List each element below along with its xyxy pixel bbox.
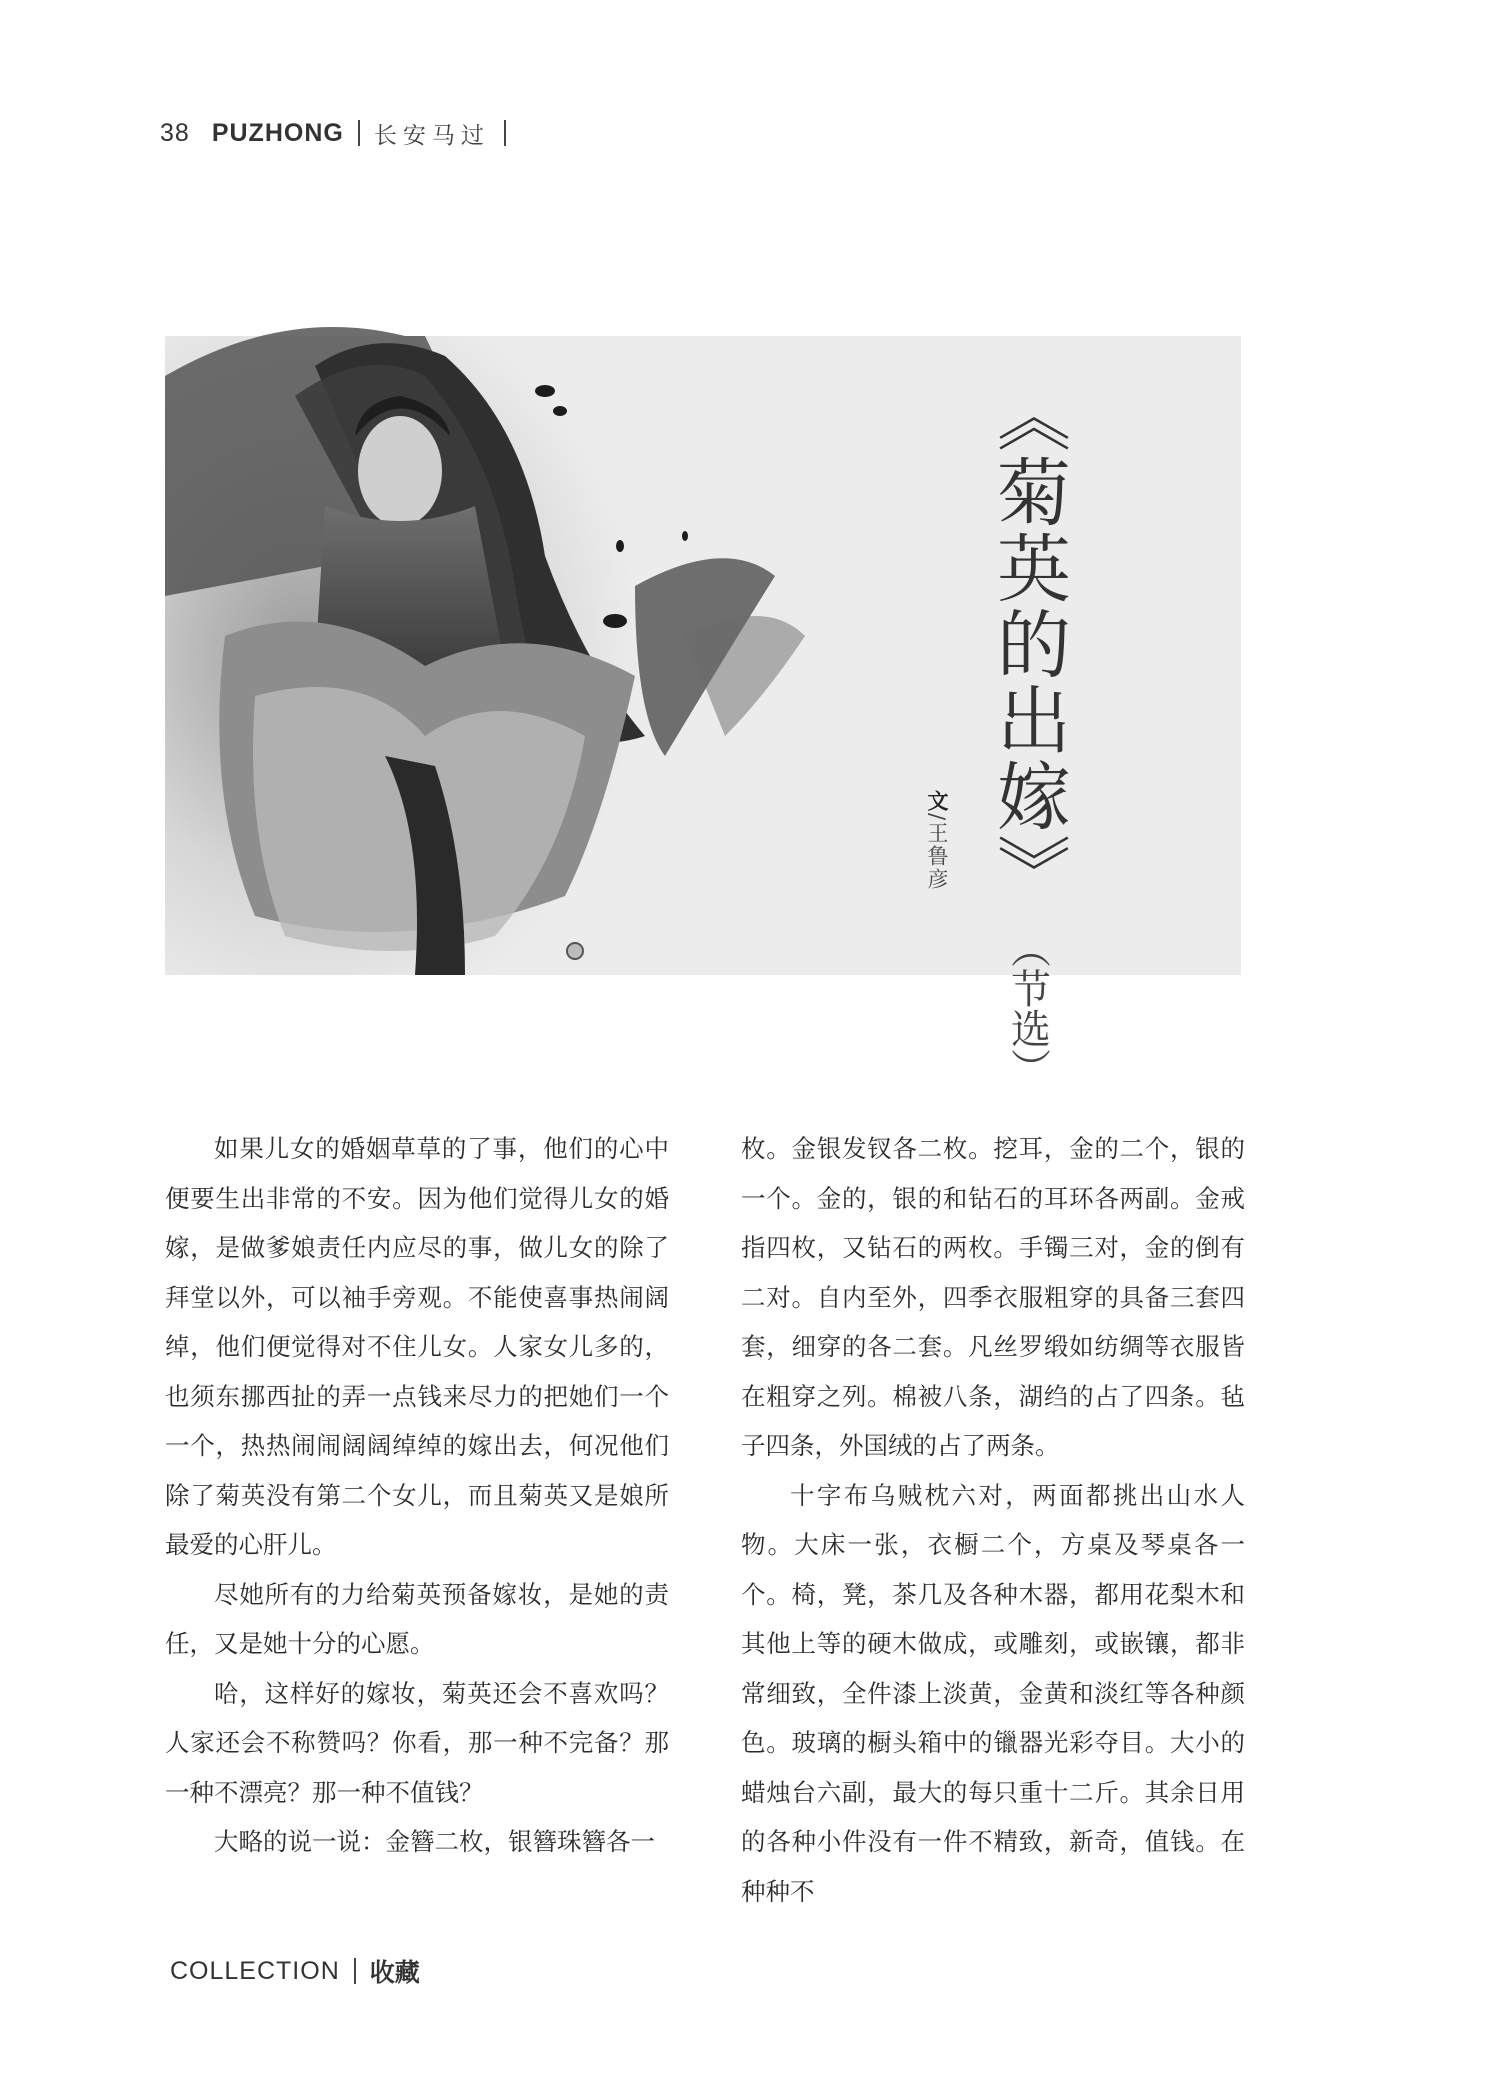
article-body	[165, 1124, 1245, 1916]
left-column	[165, 1124, 669, 1916]
paragraph: 哈，这样好的嫁妆，菊英还会不喜欢吗？人家还会不称赞吗？你看，那一种不完备？那一种不漂亮？那一种不值钱？	[165, 1678, 669, 1807]
footer-divider	[354, 1958, 356, 1984]
page-header	[160, 116, 506, 150]
section-name: 长安马过	[373, 122, 490, 149]
footer-label-zh: 收藏	[369, 1958, 420, 1987]
paragraph: 大略的说一说：金簪二枚，银簪珠簪各一	[214, 1827, 655, 1856]
right-column	[741, 1124, 1245, 1916]
paragraph: 枚。金银发钗各二枚。挖耳，金的二个，银的一个。金的，银的和钻石的耳环各两副。金戒指四枚，又钻石的两枚。手镯三对，金的倒有二对。自内至外，四季衣服粗穿的具备三套四套，细穿的各二套。凡丝罗缎如纺绸等衣服皆在粗穿之列。棉被八条，湖绉的占了四条。毡子四条，外国绒的占了两条。	[741, 1134, 1245, 1460]
paragraph: 尽她所有的力给菊英预备嫁妆，是她的责任，又是她十分的心愿。	[165, 1579, 669, 1658]
paragraph: 如果儿女的婚姻草草的了事，他们的心中便要生出非常的不安。因为他们觉得儿女的婚嫁，是做爹娘责任内应尽的事，做儿女的除了拜堂以外，可以袖手旁观。不能使喜事热闹阔绰，他们便觉得对不住儿女。人家女儿多的，也须东挪西扯的弄一点钱来尽力的把她们一个一个，热热闹闹阔阔绰绰的嫁出去，何况他们除了菊英没有第二个女儿，而且菊英又是娘所最爱的心肝儿。	[165, 1134, 669, 1559]
byline-prefix: 文	[925, 790, 949, 813]
page-number: 38	[160, 118, 190, 147]
header-divider-end	[504, 120, 506, 146]
illustration-woman-in-veil	[165, 336, 1241, 975]
byline-separator: /	[925, 813, 949, 823]
footer-label-en: COLLECTION	[170, 1956, 340, 1985]
hero-illustration	[165, 336, 1241, 1088]
page-footer	[170, 1953, 420, 1989]
title-block	[983, 378, 1073, 1088]
article-title: 《菊英的出嫁》	[985, 378, 1071, 910]
article-subtitle: （节选）	[1004, 928, 1051, 1088]
author-byline	[922, 790, 952, 891]
author-name: 王鲁彦	[925, 822, 949, 892]
header-divider	[358, 120, 360, 146]
paragraph: 十字布乌贼枕六对，两面都挑出山水人物。大床一张，衣橱二个，方桌及琴桌各一个。椅，凳，茶几及各种木器，都用花梨木和其他上等的硬木做成，或雕刻，或嵌镶，都非常细致，全件漆上淡黄，金黄和淡红等各种颜色。玻璃的橱头箱中的镴器光彩夺目。大小的蜡烛台六副，最大的每只重十二斤。其余日用的各种小件没有一件不精致，新奇，值钱。在种种不	[741, 1480, 1245, 1906]
magazine-brand: PUZHONG	[211, 118, 344, 147]
